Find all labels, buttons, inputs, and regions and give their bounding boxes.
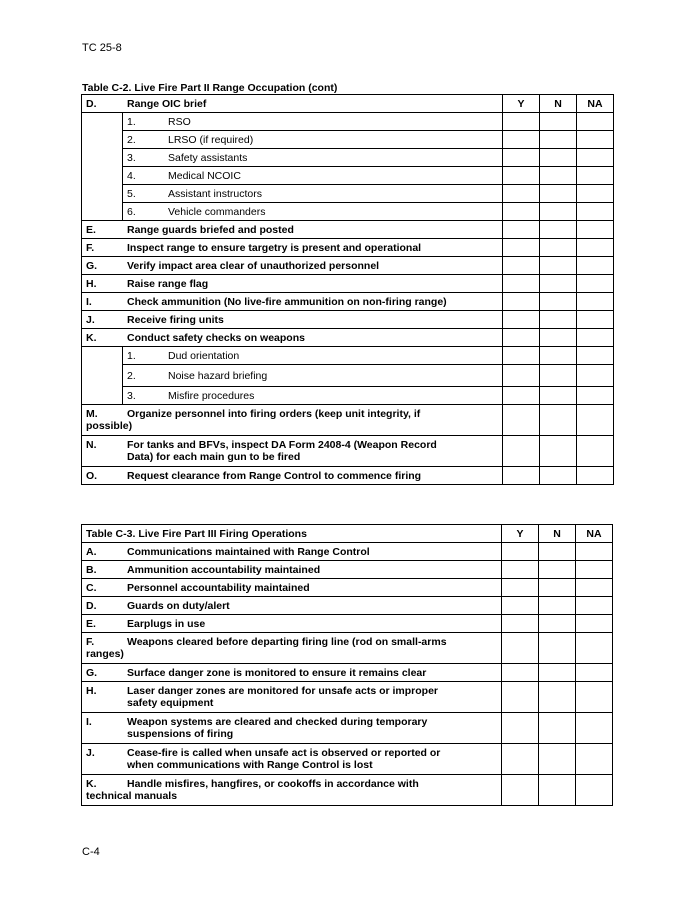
checkbox-n[interactable] (539, 579, 576, 597)
checkbox-na[interactable] (577, 347, 614, 365)
table-row: H. Raise range flag (82, 275, 614, 293)
checkbox-n[interactable] (540, 347, 577, 365)
table-row: K. Handle misfires, hangfires, or cookoffs in accordance with technical manuals (82, 775, 613, 806)
checkbox-y[interactable] (503, 365, 540, 387)
checkbox-na[interactable] (577, 365, 614, 387)
checkbox-n[interactable] (539, 543, 576, 561)
checkbox-n[interactable] (540, 275, 577, 293)
table-row: M. Organize personnel into firing orders (keep unit integrity, if possible) (82, 405, 614, 436)
checkbox-na[interactable] (577, 149, 614, 167)
col-n-header: N (539, 525, 576, 543)
checkbox-y[interactable] (502, 633, 539, 664)
col-na-header: NA (577, 95, 614, 113)
checkbox-n[interactable] (540, 365, 577, 387)
checkbox-y[interactable] (503, 436, 540, 467)
checkbox-y[interactable] (502, 744, 539, 775)
checkbox-n[interactable] (540, 293, 577, 311)
table-row: F. Inspect range to ensure targetry is present and operational (82, 239, 614, 257)
checkbox-n[interactable] (540, 329, 577, 347)
checkbox-n[interactable] (540, 387, 577, 405)
checkbox-y[interactable] (503, 257, 540, 275)
table-row: G. Surface danger zone is monitored to ensure it remains clear (82, 664, 613, 682)
checkbox-y[interactable] (503, 167, 540, 185)
table-row: C. Personnel accountability maintained (82, 579, 613, 597)
table-row: 6. Vehicle commanders (82, 203, 614, 221)
checkbox-na[interactable] (577, 467, 614, 485)
checkbox-y[interactable] (503, 347, 540, 365)
table-row: D. Range OIC brief Y N NA (82, 95, 614, 113)
page-number: C-4 (82, 846, 100, 858)
checkbox-n[interactable] (540, 467, 577, 485)
table-row: I. Check ammunition (No live-fire ammunition on non-firing range) (82, 293, 614, 311)
checkbox-n[interactable] (539, 633, 576, 664)
checkbox-n[interactable] (539, 597, 576, 615)
table-c2 (81, 94, 614, 485)
checkbox-y[interactable] (503, 405, 540, 436)
table-row: 1. RSO (82, 113, 614, 131)
col-n-header: N (540, 95, 577, 113)
checkbox-n[interactable] (539, 664, 576, 682)
checkbox-n[interactable] (540, 149, 577, 167)
checkbox-n[interactable] (540, 405, 577, 436)
checkbox-y[interactable] (503, 131, 540, 149)
checkbox-na[interactable] (577, 221, 614, 239)
table-row: 5. Assistant instructors (82, 185, 614, 203)
checkbox-n[interactable] (540, 221, 577, 239)
checkbox-na[interactable] (576, 579, 613, 597)
checkbox-n[interactable] (539, 682, 576, 713)
table-row: E. Earplugs in use (82, 615, 613, 633)
checkbox-n[interactable] (539, 713, 576, 744)
checkbox-na[interactable] (576, 543, 613, 561)
checkbox-n[interactable] (540, 203, 577, 221)
table-row: J. Receive firing units (82, 311, 614, 329)
table-c3-caption: Table C-3. Live Fire Part III Firing Operations (82, 525, 502, 543)
checkbox-y[interactable] (503, 311, 540, 329)
table-row: 2. Noise hazard briefing (82, 365, 614, 387)
checkbox-na[interactable] (577, 167, 614, 185)
table-row: I. Weapon systems are cleared and checked during temporary suspensions of firing (82, 713, 613, 744)
table-row: 4. Medical NCOIC (82, 167, 614, 185)
checkbox-y[interactable] (502, 579, 539, 597)
checkbox-na[interactable] (576, 561, 613, 579)
table-row: D. Guards on duty/alert (82, 597, 613, 615)
checkbox-y[interactable] (503, 113, 540, 131)
checkbox-y[interactable] (503, 329, 540, 347)
table-row: J. Cease-fire is called when unsafe act is observed or reported or when communications with Range Control is lost (82, 744, 613, 775)
checkbox-na[interactable] (577, 329, 614, 347)
checkbox-na[interactable] (577, 131, 614, 149)
checkbox-na[interactable] (576, 713, 613, 744)
checkbox-n[interactable] (540, 257, 577, 275)
col-y-header: Y (503, 95, 540, 113)
table-row: B. Ammunition accountability maintained (82, 561, 613, 579)
checkbox-y[interactable] (502, 561, 539, 579)
table-c3 (81, 524, 613, 806)
table-row: N. For tanks and BFVs, inspect DA Form 2408-4 (Weapon Record Data) for each main gun to be fired (82, 436, 614, 467)
checkbox-na[interactable] (576, 744, 613, 775)
checkbox-y[interactable] (503, 293, 540, 311)
col-y-header: Y (502, 525, 539, 543)
checkbox-n[interactable] (539, 561, 576, 579)
checkbox-na[interactable] (577, 113, 614, 131)
checkbox-y[interactable] (503, 221, 540, 239)
checkbox-y[interactable] (503, 203, 540, 221)
checkbox-y[interactable] (503, 387, 540, 405)
checkbox-n[interactable] (540, 311, 577, 329)
table-row: F. Weapons cleared before departing firing line (rod on small-arms ranges) (82, 633, 613, 664)
table-row: A. Communications maintained with Range Control (82, 543, 613, 561)
table-row: E. Range guards briefed and posted (82, 221, 614, 239)
table-row: 3. Misfire procedures (82, 387, 614, 405)
table-row: O. Request clearance from Range Control to commence firing (82, 467, 614, 485)
checkbox-na[interactable] (577, 387, 614, 405)
checkbox-na[interactable] (577, 257, 614, 275)
col-na-header: NA (576, 525, 613, 543)
checkbox-y[interactable] (502, 682, 539, 713)
checkbox-n[interactable] (539, 615, 576, 633)
checkbox-na[interactable] (577, 293, 614, 311)
checkbox-n[interactable] (540, 131, 577, 149)
checkbox-na[interactable] (577, 185, 614, 203)
checkbox-na[interactable] (577, 275, 614, 293)
page-header: TC 25-8 (82, 42, 122, 54)
checkbox-na[interactable] (577, 203, 614, 221)
table-row: 2. LRSO (if required) (82, 131, 614, 149)
checkbox-n[interactable] (540, 185, 577, 203)
table-row: 1. Dud orientation (82, 347, 614, 365)
checkbox-y[interactable] (503, 467, 540, 485)
checkbox-na[interactable] (576, 664, 613, 682)
checkbox-na[interactable] (577, 311, 614, 329)
checkbox-y[interactable] (502, 664, 539, 682)
table-row: H. Laser danger zones are monitored for unsafe acts or improper safety equipment (82, 682, 613, 713)
checkbox-y[interactable] (502, 713, 539, 744)
checkbox-y[interactable] (503, 149, 540, 167)
table-row: G. Verify impact area clear of unauthorized personnel (82, 257, 614, 275)
checkbox-y[interactable] (502, 597, 539, 615)
checkbox-y[interactable] (502, 775, 539, 806)
checkbox-na[interactable] (576, 633, 613, 664)
checkbox-n[interactable] (539, 775, 576, 806)
checkbox-y[interactable] (503, 239, 540, 257)
checkbox-na[interactable] (577, 239, 614, 257)
checkbox-y[interactable] (502, 615, 539, 633)
checkbox-n[interactable] (540, 113, 577, 131)
checkbox-na[interactable] (576, 775, 613, 806)
checkbox-na[interactable] (576, 682, 613, 713)
checkbox-na[interactable] (577, 436, 614, 467)
checkbox-n[interactable] (540, 239, 577, 257)
checkbox-y[interactable] (502, 543, 539, 561)
table-c2-caption: Table C-2. Live Fire Part II Range Occupation (cont) (82, 82, 338, 94)
table-row: K. Conduct safety checks on weapons (82, 329, 614, 347)
checkbox-n[interactable] (540, 436, 577, 467)
checkbox-n[interactable] (540, 167, 577, 185)
checkbox-y[interactable] (503, 185, 540, 203)
checkbox-y[interactable] (503, 275, 540, 293)
table-row: 3. Safety assistants (82, 149, 614, 167)
checkbox-na[interactable] (576, 615, 613, 633)
checkbox-na[interactable] (577, 405, 614, 436)
checkbox-n[interactable] (539, 744, 576, 775)
checkbox-na[interactable] (576, 597, 613, 615)
table-row (82, 525, 613, 543)
